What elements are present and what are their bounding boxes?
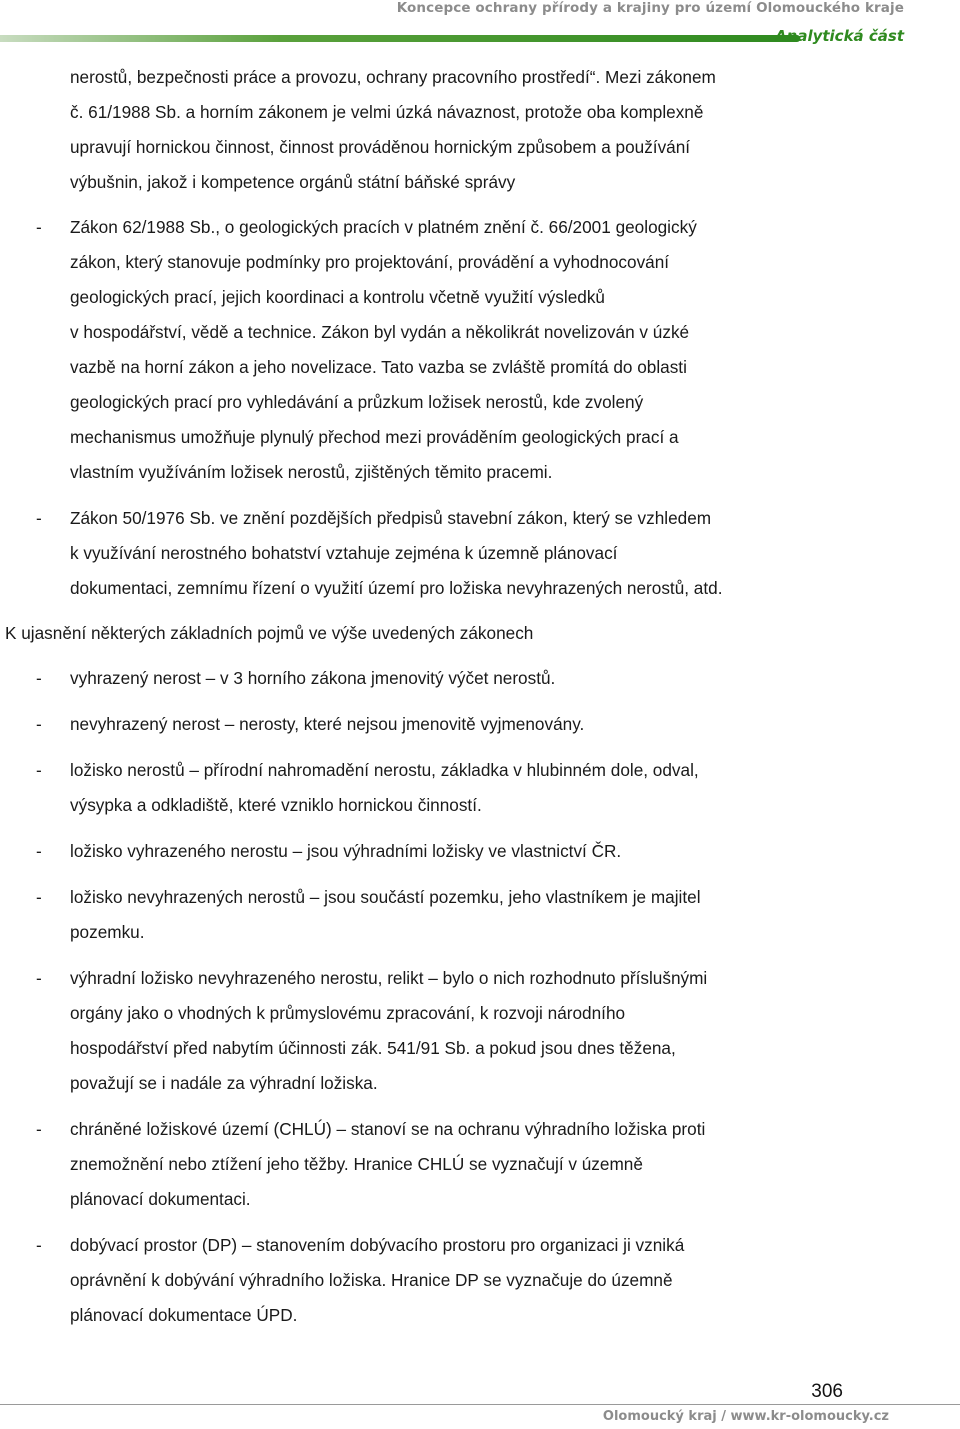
footer-text: Olomoucký kraj / www.kr-olomoucky.cz <box>602 1409 889 1424</box>
list-dash: - <box>36 217 42 237</box>
text-line: výhradní ložisko nevyhrazeného nerostu, relikt – bylo o nich rozhodnuto příslušnými <box>70 968 708 988</box>
definitions-heading: K ujasnění některých základních pojmů ve výše uvedených zákonech <box>5 623 534 643</box>
header-title: Koncepce ochrany přírody a krajiny pro území Olomouckého kraje <box>396 0 904 16</box>
footer-rule <box>0 1404 960 1405</box>
text-line: chráněné ložiskové území (CHLÚ) – stanoví se na ochranu výhradního ložiska proti <box>70 1119 706 1139</box>
definition-item <box>0 961 905 1101</box>
text-line: nevyhrazený nerost – nerosty, které nejsou jmenovitě vyjmenovány. <box>70 714 585 734</box>
text-line: ložisko nevyhrazených nerostů – jsou součástí pozemku, jeho vlastníkem je majitel <box>70 887 701 907</box>
definition-item <box>0 1228 905 1333</box>
definition-item <box>0 880 905 950</box>
page-number: 306 <box>811 1381 843 1402</box>
text-line: vyhrazený nerost – v 3 horního zákona jmenovitý výčet nerostů. <box>70 668 556 688</box>
header-subtitle: Analytická část <box>775 27 904 45</box>
document-body <box>0 60 905 1333</box>
text-line: dobývací prostor (DP) – stanovením dobývacího prostoru pro organizaci ji vzniká <box>70 1235 685 1255</box>
text-line: mechanismus umožňuje plynulý přechod mezi prováděním geologických prací a <box>70 427 679 447</box>
list-dash: - <box>36 714 42 734</box>
law-item-50-1976 <box>0 501 905 606</box>
text-line: dokumentaci, zemnímu řízení o využití území pro ložiska nevyhrazených nerostů, atd. <box>70 578 723 598</box>
intro-paragraph <box>0 60 905 200</box>
text-line: považují se i nadále za výhradní ložiska. <box>70 1073 378 1093</box>
list-dash: - <box>36 760 42 780</box>
text-line: v hospodářství, vědě a technice. Zákon byl vydán a několikrát novelizován v úzké <box>70 322 690 342</box>
text-line: výbušnin, jakož i kompetence orgánů státní báňské správy <box>70 172 516 192</box>
text-line: Zákon 50/1976 Sb. ve znění pozdějších předpisů stavební zákon, který se vzhledem <box>70 508 712 528</box>
text-line: k využívání nerostného bohatství vztahuje zejména k územně plánovací <box>70 543 618 563</box>
text-line: vazbě na horní zákon a jeho novelizace. Tato vazba se zvláště promítá do oblasti <box>70 357 687 377</box>
text-line: ložisko vyhrazeného nerostu – jsou výhradními ložisky ve vlastnictví ČR. <box>70 841 622 861</box>
list-dash: - <box>36 1235 42 1255</box>
text-line: orgány jako o vhodných k průmyslovému zpracování, k rozvoji národního <box>70 1003 626 1023</box>
list-dash: - <box>36 508 42 528</box>
text-line: Zákon 62/1988 Sb., o geologických pracích v platném znění č. 66/2001 geologický <box>70 217 697 237</box>
text-line: plánovací dokumentaci. <box>70 1189 251 1209</box>
text-line: ložisko nerostů – přírodní nahromadění nerostu, základka v hlubinném dole, odval, <box>70 760 699 780</box>
definition-item <box>0 834 905 869</box>
text-line: nerostů, bezpečnosti práce a provozu, ochrany pracovního prostředí“. Mezi zákonem <box>70 67 716 87</box>
text-line: č. 61/1988 Sb. a horním zákonem je velmi úzká návaznost, protože oba komplexně <box>70 102 704 122</box>
list-dash: - <box>36 1119 42 1139</box>
text-line: plánovací dokumentace ÚPD. <box>70 1305 298 1325</box>
text-line: vlastním využíváním ložisek nerostů, zjištěných těmito pracemi. <box>70 462 553 482</box>
text-line: hospodářství před nabytím účinnosti zák. 541/91 Sb. a pokud jsou dnes těžena, <box>70 1038 676 1058</box>
definition-item <box>0 1112 905 1217</box>
text-line: oprávnění k dobývání výhradního ložiska. Hranice DP se vyznačuje do územně <box>70 1270 673 1290</box>
definition-item <box>0 661 905 696</box>
text-line: zákon, který stanovuje podmínky pro projektování, provádění a vyhodnocování <box>70 252 670 272</box>
text-line: geologických prací, jejich koordinaci a kontrolu včetně využití výsledků <box>70 287 605 307</box>
law-item-62-1988 <box>0 210 905 490</box>
list-dash: - <box>36 887 42 907</box>
list-dash: - <box>36 841 42 861</box>
definition-item <box>0 707 905 742</box>
text-line: pozemku. <box>70 922 145 942</box>
text-line: znemožnění nebo ztížení jeho těžby. Hranice CHLÚ se vyznačují v územně <box>70 1154 643 1174</box>
list-dash: - <box>36 968 42 988</box>
header-rule <box>0 35 800 42</box>
definition-item <box>0 753 905 823</box>
text-line: upravují hornickou činnost, činnost prováděnou hornickým způsobem a používání <box>70 137 691 157</box>
text-line: výsypka a odkladiště, které vzniklo hornickou činností. <box>70 795 482 815</box>
list-dash: - <box>36 668 42 688</box>
text-line: geologických prací pro vyhledávání a průzkum ložisek nerostů, kde zvolený <box>70 392 644 412</box>
